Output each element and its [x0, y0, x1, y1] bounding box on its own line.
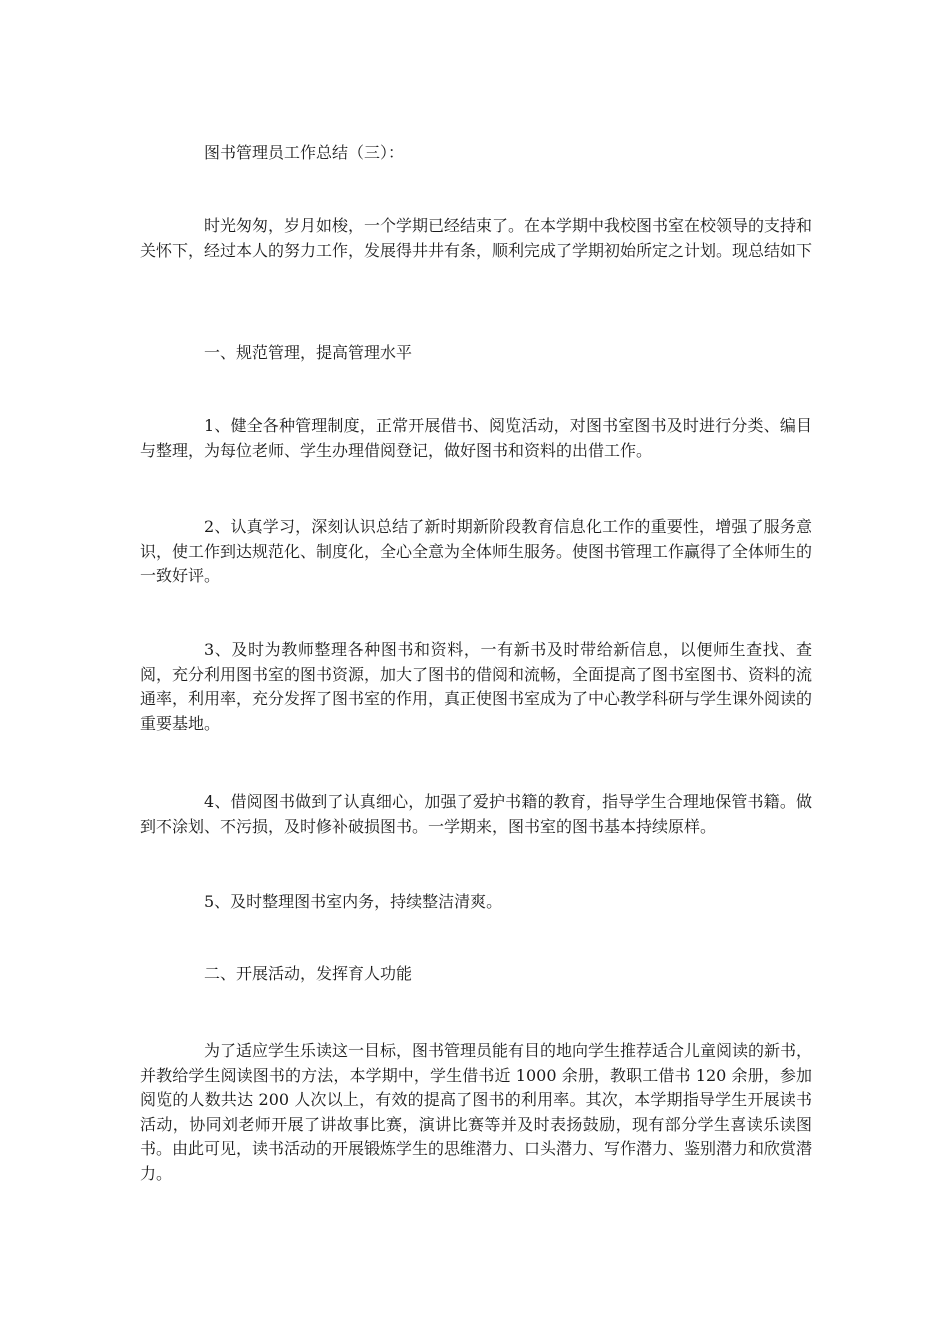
item-paragraph-4: 4、借阅图书做到了认真细心，加强了爱护书籍的教育，指导学生合理地保管书籍。做到不涂划、不污损，及时修补破损图书。一学期来，图书室的图书基本持续原样。 — [140, 792, 812, 836]
activities-paragraph: 为了适应学生乐读这一目标，图书管理员能有目的地向学生推荐适合儿童阅读的新书，并教给学生阅读图书的方法，本学期中，学生借书近 1000 余册，教职工借书 120 余册，参加阅览的人数共达 200 人次以上，有效的提高了图书的利用率。其次，本学期指导学生开展读书活动，协同刘老师开展了讲故事比赛，演讲比赛等并及时表扬鼓励，现有部分学生喜读乐读图书。由此可见，读书活动的开展锻炼学生的思维潜力、口头潜力、写作潜力、鉴别潜力和欣赏潜力。 — [140, 1041, 813, 1183]
document-title: 图书管理员工作总结（三）： — [204, 143, 405, 162]
item-paragraph-1: 1、健全各种管理制度，正常开展借书、阅览活动，对图书室图书及时进行分类、编目与整理，为每位老师、学生办理借阅登记，做好图书和资料的出借工作。 — [140, 416, 812, 460]
intro-paragraph: 时光匆匆，岁月如梭，一个学期已经结束了。在本学期中我校图书室在校领导的支持和关怀下，经过本人的努力工作，发展得井井有条，顺利完成了学期初始所定之计划。现总结如下 — [140, 216, 813, 260]
section-heading-2: 二、开展活动，发挥育人功能 — [204, 964, 413, 983]
section-heading-1: 一、规范管理，提高管理水平 — [204, 343, 413, 362]
item-paragraph-2: 2、认真学习，深刻认识总结了新时期新阶段教育信息化工作的重要性，增强了服务意识，使工作到达规范化、制度化，全心全意为全体师生服务。使图书管理工作赢得了全体师生的一致好评。 — [140, 517, 813, 585]
item-paragraph-5: 5、及时整理图书室内务，持续整洁清爽。 — [204, 892, 503, 911]
item-paragraph-3: 3、及时为教师整理各种图书和资料，一有新书及时带给新信息，以便师生查找、查阅，充分利用图书室的图书资源，加大了图书的借阅和流畅，全面提高了图书室图书、资料的流通率，利用率，充分发挥了图书室的作用，真正使图书室成为了中心教学科研与学生课外阅读的重要基地。 — [140, 640, 813, 733]
